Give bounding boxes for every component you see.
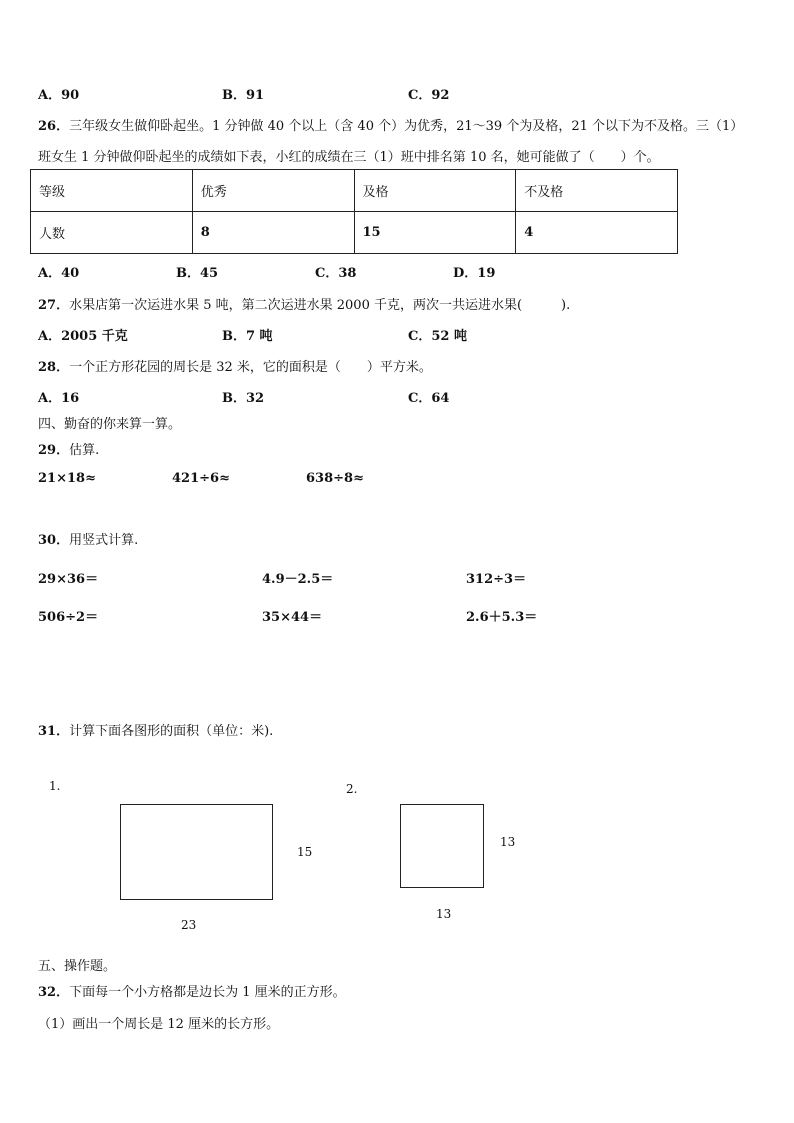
q25-option-b: B．91: [222, 88, 265, 103]
q28-question: [38, 356, 432, 375]
q30-question: [38, 529, 138, 548]
q27-option-b: B．7 吨: [222, 329, 273, 344]
rectangle-figure: [120, 804, 273, 900]
table-header-cell: 及格: [354, 170, 516, 212]
q27-text: 水果店第一次运进水果 5 吨，第二次运进水果 2000 千克，两次一共运进水果( ).: [69, 298, 571, 313]
table-cell: 8: [192, 212, 354, 254]
rectangle-height-label: 15: [297, 845, 313, 859]
table-header-cell: 优秀: [192, 170, 354, 212]
q26-number: 26．: [38, 119, 70, 134]
table-cell: 4: [516, 212, 678, 254]
square-height-label: 13: [500, 835, 516, 849]
q30-item: 35×44＝: [262, 610, 323, 625]
q32-question: [38, 981, 346, 1000]
q27-option-c: C．52 吨: [408, 329, 467, 344]
q29-question: [38, 439, 99, 458]
q26-option-b: B．45: [176, 266, 219, 281]
table-row: [31, 212, 678, 254]
q32-sub1: （1）画出一个周长是 12 厘米的长方形。: [38, 1017, 280, 1032]
q30-item: 29×36＝: [38, 572, 99, 587]
q26-option-c: C．38: [315, 266, 357, 281]
section-4-heading: 四、勤奋的你来算一算。: [38, 417, 182, 432]
q30-item: 2.6＋5.3＝: [466, 610, 538, 625]
q25-option-c: C．92: [408, 88, 450, 103]
rectangle-width-label: 23: [181, 918, 197, 932]
square-width-label: 13: [436, 907, 452, 921]
q30-text: 用竖式计算.: [69, 533, 139, 548]
q26-text-line1: 三年级女生做仰卧起坐。1 分钟做 40 个以上（含 40 个）为优秀，21～39 个为及格，21 个以下为不及格。三（1）: [69, 119, 744, 134]
q30-number: 30．: [38, 533, 70, 548]
q29-number: 29．: [38, 443, 70, 458]
q28-text: 一个正方形花园的周长是 32 米，它的面积是（ ）平方米。: [69, 360, 432, 375]
q30-item: 506÷2＝: [38, 610, 99, 625]
figure-2-label: 2.: [346, 782, 358, 796]
table-header-cell: 等级: [31, 170, 193, 212]
table-cell: 15: [354, 212, 516, 254]
q28-number: 28．: [38, 360, 70, 375]
grade-table: [30, 169, 678, 254]
q27-option-a: A．2005 千克: [38, 329, 128, 344]
q27-number: 27．: [38, 298, 70, 313]
figure-1-label: 1.: [49, 779, 61, 793]
table-row-label: 人数: [31, 212, 193, 254]
square-figure: [400, 804, 484, 888]
q27-question: [38, 294, 570, 313]
q30-item: 312÷3＝: [466, 572, 527, 587]
q31-question: [38, 720, 273, 739]
q29-item: 421÷6≈: [172, 471, 230, 486]
q31-number: 31．: [38, 724, 70, 739]
q25-option-a: A．90: [38, 88, 80, 103]
q26-text-line2: 班女生 1 分钟做仰卧起坐的成绩如下表，小红的成绩在三（1）班中排名第 10 名，她可能做了（ ）个。: [38, 150, 660, 165]
q26-option-a: A．40: [38, 266, 80, 281]
table-header-cell: 不及格: [516, 170, 678, 212]
q26-option-d: D．19: [453, 266, 496, 281]
q32-number: 32．: [38, 985, 70, 1000]
q28-option-b: B．32: [222, 391, 265, 406]
q29-item: 21×18≈: [38, 471, 96, 486]
q28-option-c: C．64: [408, 391, 450, 406]
q30-item: 4.9－2.5＝: [262, 572, 334, 587]
q28-option-a: A．16: [38, 391, 80, 406]
section-5-heading: 五、操作题。: [38, 959, 117, 974]
q31-text: 计算下面各图形的面积（单位：米).: [69, 724, 274, 739]
table-header-row: [31, 170, 678, 212]
q29-item: 638÷8≈: [306, 471, 364, 486]
q32-text: 下面每一个小方格都是边长为 1 厘米的正方形。: [69, 985, 346, 1000]
q29-text: 估算.: [69, 443, 100, 458]
q26-line1: [38, 115, 743, 134]
